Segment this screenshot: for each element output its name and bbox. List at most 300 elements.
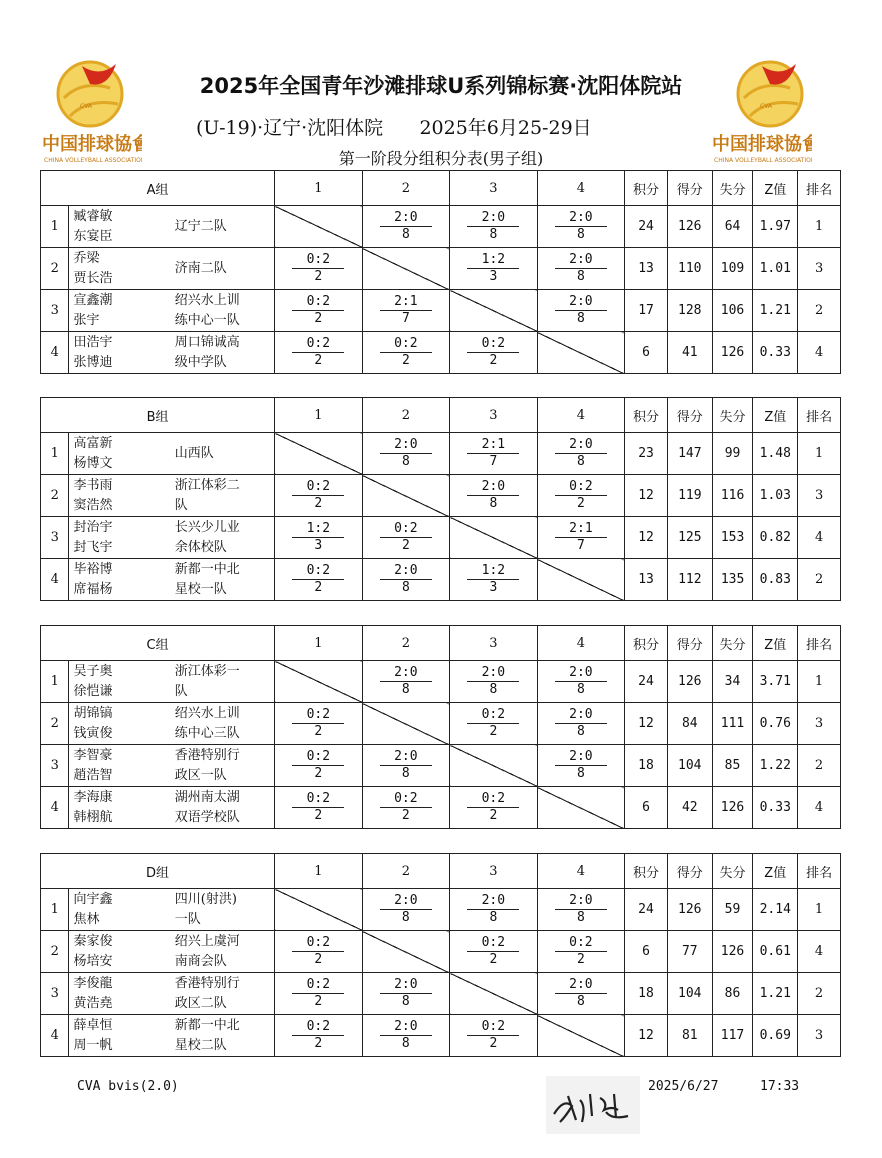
match-score — [292, 1019, 344, 1052]
lost-value: 111 — [712, 703, 753, 745]
col-points: 积分 — [625, 398, 668, 433]
z-value: 0.61 — [753, 931, 798, 973]
rank-value: 2 — [798, 559, 841, 601]
team-cell — [173, 517, 275, 559]
group-header-row — [41, 398, 841, 433]
signature — [546, 1076, 640, 1134]
set-score: 0:2 — [292, 294, 344, 311]
match-points: 2 — [314, 580, 323, 595]
opponent-col-c3: 3 — [450, 626, 538, 661]
team-cell — [173, 290, 275, 332]
team-name: 政区二队 — [174, 995, 227, 1011]
team-row — [41, 661, 841, 703]
points-value: 18 — [625, 973, 668, 1015]
team-cell — [173, 931, 275, 973]
col-lost: 失分 — [712, 398, 753, 433]
player-name: 胡锦镐 — [73, 705, 113, 721]
z-value: 1.22 — [753, 745, 798, 787]
match-score — [292, 749, 344, 782]
rank-value: 2 — [798, 973, 841, 1015]
self-match-cell — [362, 475, 450, 517]
set-score: 2:0 — [380, 210, 432, 227]
set-score: 2:0 — [467, 479, 519, 496]
match-score — [555, 479, 607, 512]
points-value: 6 — [625, 931, 668, 973]
rank-value: 4 — [798, 931, 841, 973]
match-points: 8 — [576, 269, 585, 284]
opponent-col-c4: 4 — [537, 626, 625, 661]
player-name: 徐恺谦 — [73, 683, 113, 699]
match-score — [467, 336, 519, 369]
stage-title: 第一阶段分组积分表(男子组) — [338, 149, 544, 168]
player-name: 宣鑫潮 — [73, 292, 113, 308]
match-result-cell — [537, 703, 625, 745]
svg-text:中国排球協會: 中国排球協會 — [42, 134, 142, 155]
player-name: 田浩宇 — [73, 334, 113, 350]
match-result-cell — [275, 248, 363, 290]
match-points: 3 — [314, 538, 323, 553]
team-name: 济南二队 — [174, 260, 227, 276]
col-points: 积分 — [625, 626, 668, 661]
team-cell — [173, 559, 275, 601]
match-result-cell — [450, 332, 538, 374]
row-number: 3 — [41, 973, 69, 1015]
player-name: 李智豪 — [73, 747, 113, 763]
rank-value: 1 — [798, 433, 841, 475]
self-match-cell — [537, 1015, 625, 1057]
match-result-cell — [275, 745, 363, 787]
player-name: 李书雨 — [73, 477, 113, 493]
match-result-cell — [537, 889, 625, 931]
team-name: 南商会队 — [174, 953, 227, 969]
team-name: 四川(射洪) — [174, 891, 237, 907]
match-score — [380, 749, 432, 782]
match-score — [292, 977, 344, 1010]
team-name: 队 — [174, 497, 188, 513]
scored-value: 81 — [667, 1015, 712, 1057]
match-score — [380, 294, 432, 327]
team-cell — [173, 787, 275, 829]
set-score: 0:2 — [555, 935, 607, 952]
col-rank: 排名 — [798, 626, 841, 661]
print-time: 17:33 — [760, 1079, 800, 1094]
match-score — [555, 665, 607, 698]
row-number: 3 — [41, 517, 69, 559]
set-score: 0:2 — [380, 521, 432, 538]
opponent-col-c4: 4 — [537, 398, 625, 433]
match-points: 2 — [314, 994, 323, 1009]
opponent-col-c2: 2 — [362, 626, 450, 661]
match-score — [555, 210, 607, 243]
team-row — [41, 332, 841, 374]
players-cell — [69, 248, 173, 290]
rank-value: 2 — [798, 290, 841, 332]
set-score: 2:0 — [555, 977, 607, 994]
match-points: 8 — [576, 311, 585, 326]
set-score: 2:0 — [555, 749, 607, 766]
match-result-cell — [362, 517, 450, 559]
match-result-cell — [450, 787, 538, 829]
match-points: 2 — [489, 952, 498, 967]
match-result-cell — [362, 1015, 450, 1057]
match-score — [467, 791, 519, 824]
self-match-cell — [362, 931, 450, 973]
points-value: 13 — [625, 559, 668, 601]
match-points: 8 — [401, 1036, 410, 1051]
team-row — [41, 889, 841, 931]
team-name: 政区一队 — [174, 767, 227, 783]
match-score — [555, 252, 607, 285]
match-result-cell — [450, 661, 538, 703]
rank-value: 1 — [798, 661, 841, 703]
players-cell — [69, 745, 173, 787]
match-points: 2 — [489, 808, 498, 823]
opponent-col-c1: 1 — [275, 854, 363, 889]
match-score — [555, 893, 607, 926]
lost-value: 59 — [712, 889, 753, 931]
match-points: 8 — [401, 454, 410, 469]
svg-text:CHINA VOLLEYBALL ASSOCIATION: CHINA VOLLEYBALL ASSOCIATION — [44, 157, 142, 164]
team-cell — [173, 433, 275, 475]
opponent-col-c4: 4 — [537, 854, 625, 889]
match-result-cell — [275, 475, 363, 517]
opponent-col-c1: 1 — [275, 398, 363, 433]
set-score: 2:0 — [555, 893, 607, 910]
match-score — [380, 665, 432, 698]
self-match-cell — [450, 745, 538, 787]
match-points: 8 — [401, 766, 410, 781]
opponent-col-c2: 2 — [362, 854, 450, 889]
match-points: 2 — [314, 269, 323, 284]
rank-value: 3 — [798, 475, 841, 517]
player-name: 李俊龍 — [73, 975, 113, 991]
set-score: 1:2 — [467, 252, 519, 269]
match-points: 7 — [489, 454, 498, 469]
lost-value: 86 — [712, 973, 753, 1015]
group-table — [40, 170, 841, 374]
scored-value: 125 — [667, 517, 712, 559]
points-value: 13 — [625, 248, 668, 290]
team-name: 余体校队 — [174, 539, 227, 555]
svg-text:CVA: CVA — [760, 103, 773, 110]
team-name: 星校一队 — [174, 581, 227, 597]
match-score — [292, 479, 344, 512]
match-points: 2 — [489, 724, 498, 739]
match-result-cell — [275, 703, 363, 745]
self-match-cell — [362, 703, 450, 745]
set-score: 2:0 — [380, 437, 432, 454]
set-score: 0:2 — [467, 336, 519, 353]
match-points: 8 — [576, 766, 585, 781]
player-name: 黄浩堯 — [73, 995, 113, 1011]
row-number: 3 — [41, 290, 69, 332]
set-score: 2:0 — [380, 563, 432, 580]
match-points: 2 — [401, 353, 410, 368]
col-scored: 得分 — [667, 398, 712, 433]
row-number: 4 — [41, 559, 69, 601]
match-points: 8 — [489, 227, 498, 242]
col-scored: 得分 — [667, 171, 712, 206]
set-score: 0:2 — [292, 1019, 344, 1036]
match-result-cell — [362, 559, 450, 601]
player-name: 杨培安 — [73, 953, 113, 969]
self-match-cell — [275, 206, 363, 248]
match-score — [555, 707, 607, 740]
set-score: 0:2 — [380, 791, 432, 808]
col-rank: 排名 — [798, 854, 841, 889]
match-result-cell — [362, 433, 450, 475]
col-points: 积分 — [625, 854, 668, 889]
match-score — [380, 563, 432, 596]
scored-value: 41 — [667, 332, 712, 374]
match-result-cell — [362, 787, 450, 829]
team-name: 长兴少儿业 — [174, 519, 240, 535]
team-cell — [173, 889, 275, 931]
match-points: 8 — [401, 682, 410, 697]
set-score: 0:2 — [292, 252, 344, 269]
match-score — [380, 791, 432, 824]
match-score — [467, 665, 519, 698]
match-score — [467, 437, 519, 470]
lost-value: 106 — [712, 290, 753, 332]
group-table — [40, 625, 841, 829]
match-score — [555, 521, 607, 554]
team-row — [41, 973, 841, 1015]
set-score: 2:0 — [555, 252, 607, 269]
lost-value: 153 — [712, 517, 753, 559]
points-value: 12 — [625, 517, 668, 559]
set-score: 0:2 — [292, 791, 344, 808]
set-score: 1:2 — [467, 563, 519, 580]
self-match-cell — [275, 889, 363, 931]
rank-value: 1 — [798, 889, 841, 931]
match-score — [292, 935, 344, 968]
team-row — [41, 787, 841, 829]
row-number: 2 — [41, 703, 69, 745]
set-score: 2:0 — [380, 893, 432, 910]
team-cell — [173, 206, 275, 248]
opponent-col-c3: 3 — [450, 171, 538, 206]
set-score: 0:2 — [292, 749, 344, 766]
z-value: 0.33 — [753, 332, 798, 374]
scored-value: 126 — [667, 889, 712, 931]
lost-value: 126 — [712, 787, 753, 829]
match-points: 7 — [577, 538, 585, 553]
svg-text:CVA: CVA — [80, 103, 93, 110]
team-name: 队 — [174, 683, 188, 699]
player-name: 封飞宇 — [73, 539, 113, 555]
opponent-col-c3: 3 — [450, 854, 538, 889]
svg-text:CHINA VOLLEYBALL ASSOCIATION: CHINA VOLLEYBALL ASSOCIATION — [714, 157, 812, 164]
team-row — [41, 559, 841, 601]
z-value: 1.21 — [753, 290, 798, 332]
match-points: 8 — [576, 682, 585, 697]
points-value: 6 — [625, 787, 668, 829]
lost-value: 126 — [712, 332, 753, 374]
match-points: 8 — [401, 994, 410, 1009]
match-result-cell — [275, 931, 363, 973]
group-name: D组 — [41, 854, 275, 889]
row-number: 4 — [41, 787, 69, 829]
group-name: B组 — [41, 398, 275, 433]
col-z: Z值 — [753, 171, 798, 206]
z-value: 0.83 — [753, 559, 798, 601]
player-name: 周一帆 — [73, 1037, 113, 1053]
col-scored: 得分 — [667, 626, 712, 661]
player-name: 韩栩航 — [73, 809, 113, 825]
team-row — [41, 206, 841, 248]
opponent-col-c2: 2 — [362, 171, 450, 206]
team-name: 辽宁二队 — [174, 218, 227, 234]
match-result-cell — [275, 290, 363, 332]
page-subtitle — [196, 113, 592, 140]
match-result-cell — [450, 703, 538, 745]
group-table — [40, 853, 841, 1057]
scored-value: 84 — [667, 703, 712, 745]
players-cell — [69, 517, 173, 559]
team-row — [41, 703, 841, 745]
team-row — [41, 248, 841, 290]
rank-value: 4 — [798, 332, 841, 374]
points-value: 24 — [625, 661, 668, 703]
set-score: 2:0 — [555, 437, 607, 454]
match-points: 8 — [401, 580, 410, 595]
col-lost: 失分 — [712, 171, 753, 206]
row-number: 1 — [41, 433, 69, 475]
match-score — [555, 437, 607, 470]
scored-value: 126 — [667, 661, 712, 703]
match-result-cell — [450, 559, 538, 601]
match-score — [292, 521, 344, 554]
rank-value: 3 — [798, 248, 841, 290]
team-cell — [173, 703, 275, 745]
players-cell — [69, 206, 173, 248]
player-name: 窦浩然 — [73, 497, 113, 513]
self-match-cell — [275, 433, 363, 475]
set-score: 2:0 — [555, 210, 607, 227]
points-value: 23 — [625, 433, 668, 475]
match-points: 8 — [401, 910, 410, 925]
match-score — [292, 294, 344, 327]
set-score: 2:0 — [380, 749, 432, 766]
team-name: 山西队 — [174, 445, 214, 461]
z-value: 0.69 — [753, 1015, 798, 1057]
page-title: 2025年全国青年沙滩排球U系列锦标赛·沈阳体院站 — [199, 74, 683, 98]
match-points: 8 — [576, 910, 585, 925]
scored-value: 77 — [667, 931, 712, 973]
players-cell — [69, 787, 173, 829]
z-value: 1.48 — [753, 433, 798, 475]
col-z: Z值 — [753, 398, 798, 433]
self-match-cell — [275, 661, 363, 703]
z-value: 0.33 — [753, 787, 798, 829]
team-row — [41, 745, 841, 787]
match-result-cell — [362, 332, 450, 374]
rank-value: 1 — [798, 206, 841, 248]
row-number: 1 — [41, 661, 69, 703]
set-score: 2:0 — [467, 210, 519, 227]
set-score: 2:1 — [555, 521, 607, 538]
match-points: 2 — [489, 353, 498, 368]
player-name: 秦家俊 — [73, 933, 113, 949]
points-value: 18 — [625, 745, 668, 787]
match-result-cell — [537, 517, 625, 559]
row-number: 2 — [41, 931, 69, 973]
match-score — [467, 252, 519, 285]
team-name: 练中心一队 — [174, 312, 240, 328]
match-result-cell — [450, 206, 538, 248]
set-score: 0:2 — [292, 977, 344, 994]
col-lost: 失分 — [712, 626, 753, 661]
match-score — [292, 563, 344, 596]
match-result-cell — [450, 475, 538, 517]
match-result-cell — [362, 889, 450, 931]
set-score: 2:0 — [467, 665, 519, 682]
match-result-cell — [275, 787, 363, 829]
set-score: 0:2 — [292, 336, 344, 353]
set-score: 0:2 — [292, 935, 344, 952]
self-match-cell — [362, 248, 450, 290]
match-points: 2 — [314, 311, 323, 326]
team-row — [41, 517, 841, 559]
match-result-cell — [362, 745, 450, 787]
scored-value: 119 — [667, 475, 712, 517]
match-score — [467, 935, 519, 968]
rank-value: 4 — [798, 787, 841, 829]
rank-value: 3 — [798, 1015, 841, 1057]
row-number: 3 — [41, 745, 69, 787]
player-name: 吴子奥 — [73, 663, 113, 679]
z-value: 2.14 — [753, 889, 798, 931]
set-score: 0:2 — [467, 1019, 519, 1036]
col-rank: 排名 — [798, 171, 841, 206]
scored-value: 104 — [667, 745, 712, 787]
col-points: 积分 — [625, 171, 668, 206]
match-points: 2 — [314, 766, 323, 781]
match-result-cell — [275, 1015, 363, 1057]
match-score — [467, 893, 519, 926]
match-result-cell — [537, 931, 625, 973]
match-points: 8 — [577, 454, 585, 469]
match-points: 2 — [314, 1036, 323, 1051]
match-result-cell — [537, 290, 625, 332]
points-value: 24 — [625, 206, 668, 248]
set-score: 2:0 — [467, 893, 519, 910]
match-result-cell — [275, 517, 363, 559]
match-score — [555, 749, 607, 782]
match-score — [467, 210, 519, 243]
match-score — [380, 977, 432, 1010]
player-name: 贾长浩 — [73, 270, 113, 286]
team-name: 一队 — [174, 911, 201, 927]
set-score: 0:2 — [467, 935, 519, 952]
player-name: 李海康 — [73, 789, 113, 805]
set-score: 1:2 — [292, 521, 344, 538]
match-score — [380, 893, 432, 926]
match-points: 7 — [401, 311, 410, 326]
set-score: 0:2 — [380, 336, 432, 353]
match-points: 8 — [489, 496, 498, 511]
group-header-row — [41, 854, 841, 889]
z-value: 0.76 — [753, 703, 798, 745]
row-number: 1 — [41, 206, 69, 248]
team-cell — [173, 248, 275, 290]
players-cell — [69, 973, 173, 1015]
points-value: 12 — [625, 475, 668, 517]
set-score: 0:2 — [292, 563, 344, 580]
team-name: 新都一中北 — [174, 1017, 240, 1033]
opponent-col-c4: 4 — [537, 171, 625, 206]
